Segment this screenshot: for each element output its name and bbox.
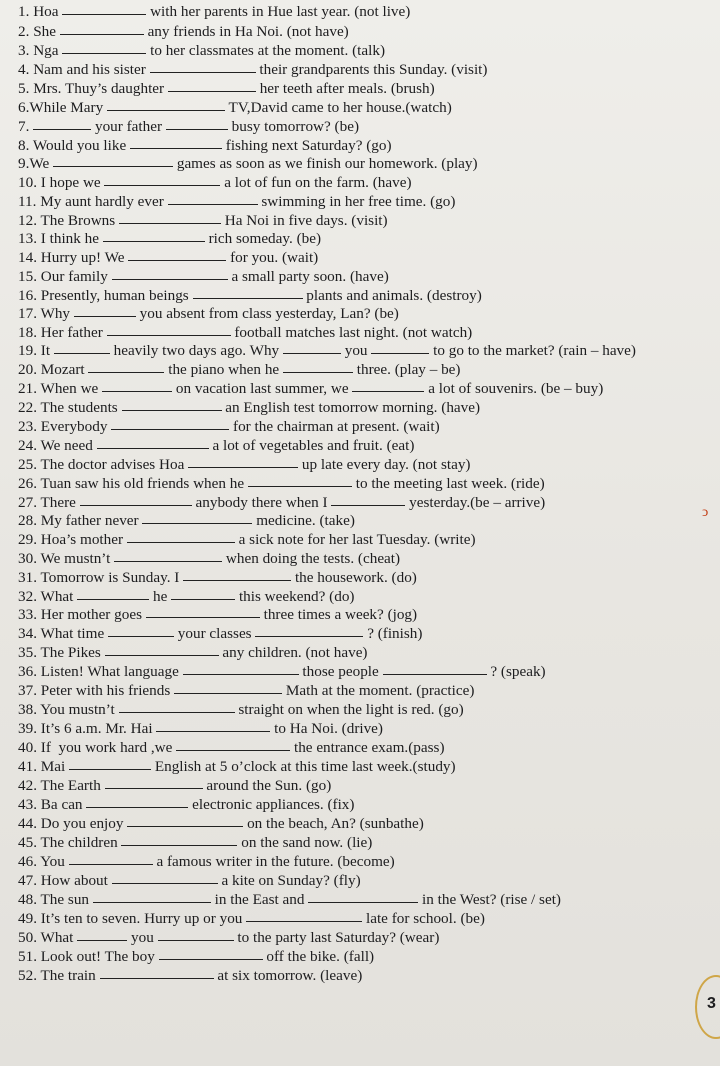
exercise-item [18,513,359,530]
exercise-text: around the Sun. (go) [202,777,336,794]
exercise-item [18,175,415,192]
exercise-item [18,911,489,928]
exercise-prompt: 19. It [18,342,54,359]
answer-blank[interactable] [166,128,228,130]
exercise-prompt: 4. Nam and his sister [18,61,150,78]
answer-blank[interactable] [127,541,235,543]
exercise-prompt: 14. Hurry up! We [18,249,129,266]
answer-blank[interactable] [74,315,136,317]
exercise-prompt: 51. Look out! The boy [18,948,159,965]
answer-blank[interactable] [171,598,235,600]
answer-blank[interactable] [107,334,231,336]
answer-blank[interactable] [119,222,221,224]
answer-blank[interactable] [105,654,219,656]
exercise-prompt: 13. I think he [18,230,103,247]
answer-blank[interactable] [111,428,229,430]
exercise-item [18,138,395,155]
exercise-prompt: 46. You [18,853,69,870]
answer-blank[interactable] [80,504,192,506]
answer-blank[interactable] [54,352,110,354]
exercise-item [18,288,486,305]
exercise-text: a lot of vegetables and fruit. (eat) [208,437,419,454]
exercise-prompt: 35. The Pikes [18,644,105,661]
answer-blank[interactable] [77,939,127,941]
exercise-text: a lot of fun on the farm. (have) [220,174,416,191]
exercise-prompt: 17. Why [18,305,74,322]
exercise-prompt: 9.We [18,155,54,172]
exercise-item [18,269,393,286]
exercise-prompt: 18. Her father [18,324,107,341]
margin-mark: ↄ [702,505,709,520]
exercise-text: Ha Noi in five days. (visit) [220,212,392,229]
exercise-prompt: 6.While Mary [18,99,107,116]
exercise-prompt: 41. Mai [18,758,70,775]
exercise-text: to Ha Noi. (drive) [270,720,387,737]
exercise-item [18,4,414,21]
exercise-text: TV,David came to her house.(watch) [225,99,456,116]
exercise-prompt: 47. How about [18,872,112,889]
answer-blank[interactable] [119,711,235,713]
exercise-text: her teeth after meals. (brush) [255,80,439,97]
exercise-text: to the meeting last week. (ride) [351,475,549,492]
exercise-prompt: 48. The sun [18,891,93,908]
exercise-prompt: 11. My aunt hardly ever [18,193,168,210]
exercise-prompt: 34. What time [18,625,108,642]
exercise-text: you absent from class yesterday, Lan? (be) [135,305,403,322]
answer-blank[interactable] [371,352,429,354]
exercise-text: for the chairman at present. (wait) [229,418,444,435]
exercise-item [18,194,459,211]
exercise-item [18,740,448,757]
exercise-prompt: 8. Would you like [18,137,130,154]
exercise-text: medicine. (take) [252,512,359,529]
answer-blank[interactable] [255,635,363,637]
exercise-prompt: 28. My father never [18,512,143,529]
exercise-text: a lot of souvenirs. (be – buy) [424,380,608,397]
exercise-text: at six tomorrow. (leave) [213,967,367,984]
exercise-text: Math at the moment. (practice) [282,682,479,699]
exercise-prompt: 16. Presently, human beings [18,287,193,304]
exercise-item [18,664,549,681]
exercise-item [18,816,428,833]
exercise-item [18,457,474,474]
exercise-item [18,892,565,909]
exercise-item [18,721,387,738]
exercise-text: you [340,342,372,359]
exercise-prompt: 1. Hoa [18,3,63,20]
answer-blank[interactable] [176,749,290,751]
exercise-item [18,476,548,493]
exercise-prompt: 37. Peter with his friends [18,682,175,699]
exercise-text: an English test tomorrow morning. (have) [221,399,484,416]
exercise-item [18,759,459,776]
answer-blank[interactable] [86,806,188,808]
exercise-item [18,778,335,795]
answer-blank[interactable] [33,128,91,130]
answer-blank[interactable] [121,844,237,846]
exercise-item [18,873,364,890]
exercise-text: busy tomorrow? (be) [227,118,363,135]
answer-blank[interactable] [100,977,214,979]
exercise-prompt: 38. You mustn’t [18,701,119,718]
exercise-text: with her parents in Hue last year. (not live) [146,3,415,20]
answer-blank[interactable] [127,825,243,827]
exercise-text: he [149,588,172,605]
exercise-prompt: 22. The students [18,399,122,416]
exercise-text: swimming in her free time. (go) [257,193,460,210]
exercise-text: yesterday.(be – arrive) [405,494,549,511]
exercise-prompt: 20. Mozart [18,361,89,378]
exercise-text: a kite on Sunday? (fly) [217,872,365,889]
answer-blank[interactable] [168,90,256,92]
exercise-item [18,250,322,267]
exercise-text: electronic appliances. (fix) [188,796,359,813]
exercise-item [18,43,389,60]
exercise-prompt: 7. [18,118,34,135]
exercise-text: a sick note for her last Tuesday. (write) [234,531,480,548]
exercise-item [18,645,371,662]
exercise-prompt: 23. Everybody [18,418,112,435]
answer-blank[interactable] [69,863,153,865]
answer-blank[interactable] [183,579,291,581]
answer-blank[interactable] [308,901,418,903]
exercise-text: their grandparents this Sunday. (visit) [255,61,492,78]
answer-blank[interactable] [62,13,146,15]
answer-blank[interactable] [103,240,205,242]
answer-blank[interactable] [104,184,220,186]
exercise-text: English at 5 o’clock at this time last week.(study) [151,758,460,775]
exercise-text: late for school. (be) [362,910,489,927]
exercise-text: games as soon as we finish our homework. (play) [173,155,482,172]
exercise-prompt: 12. The Browns [18,212,119,229]
exercise-text: ? (finish) [363,625,427,642]
exercise-prompt: 26. Tuan saw his old friends when he [18,475,248,492]
answer-blank[interactable] [107,109,225,111]
exercise-prompt: 32. What [18,588,78,605]
answer-blank[interactable] [188,466,298,468]
exercise-text: three. (play – be) [352,361,465,378]
exercise-text: when doing the tests. (cheat) [222,550,404,567]
exercise-prompt: 29. Hoa’s mother [18,531,127,548]
exercise-item [18,702,467,719]
exercise-text: the housework. (do) [291,569,421,586]
exercise-item [18,607,421,624]
exercise-text: this weekend? (do) [235,588,359,605]
exercise-text: your classes [173,625,256,642]
exercise-text: three times a week? (jog) [259,606,421,623]
exercise-text: ? (speak) [486,663,550,680]
exercise-item [18,589,358,606]
answer-blank[interactable] [193,297,303,299]
exercise-item [18,81,439,98]
answer-blank[interactable] [158,939,234,941]
answer-blank[interactable] [159,958,263,960]
answer-blank[interactable] [112,882,218,884]
answer-blank[interactable] [331,504,405,506]
exercise-item [18,119,363,136]
exercise-item [18,495,549,512]
exercise-prompt: 45. The children [18,834,122,851]
exercise-prompt: 50. What [18,929,78,946]
exercise-text: on vacation last summer, we [172,380,353,397]
answer-blank[interactable] [283,352,341,354]
exercise-text: on the sand now. (lie) [237,834,377,851]
exercise-prompt: 3. Nga [18,42,63,59]
answer-blank[interactable] [62,52,146,54]
exercise-prompt: 43. Ba can [18,796,87,813]
answer-blank[interactable] [122,409,222,411]
answer-blank[interactable] [60,33,144,35]
exercise-item [18,306,403,323]
answer-blank[interactable] [246,920,362,922]
answer-blank[interactable] [283,371,353,373]
exercise-text: to the party last Saturday? (wear) [233,929,444,946]
page-number: 3 [707,995,716,1012]
exercise-prompt: 25. The doctor advises Hoa [18,456,189,473]
answer-blank[interactable] [102,390,172,392]
exercise-text: in the West? (rise / set) [418,891,565,908]
exercise-text: the piano when he [164,361,283,378]
answer-blank[interactable] [105,787,203,789]
exercise-prompt: 24. We need [18,437,97,454]
exercise-text: off the bike. (fall) [262,948,378,965]
answer-blank[interactable] [108,635,174,637]
exercise-text: any friends in Ha Noi. (not have) [143,23,353,40]
exercise-prompt: 2. She [18,23,60,40]
exercise-prompt: 42. The Earth [18,777,105,794]
exercise-text: anybody there when I [191,494,332,511]
exercise-text: heavily two days ago. Why [109,342,283,359]
answer-blank[interactable] [69,768,151,770]
answer-blank[interactable] [88,371,164,373]
exercise-prompt: 30. We mustn’t [18,550,115,567]
exercise-item [18,438,418,455]
exercise-item [18,362,464,379]
exercise-item [18,551,404,568]
exercise-item [18,24,353,41]
answer-blank[interactable] [112,278,228,280]
exercise-item [18,570,421,587]
exercise-text: those people [298,663,383,680]
exercise-prompt: 5. Mrs. Thuy’s daughter [18,80,168,97]
exercise-prompt: 36. Listen! What language [18,663,183,680]
exercise-item [18,156,481,173]
exercise-item [18,854,399,871]
exercise-item [18,683,478,700]
exercise-item [18,343,640,360]
answer-blank[interactable] [156,730,270,732]
exercise-item [18,100,456,117]
answer-blank[interactable] [53,165,173,167]
answer-blank[interactable] [77,598,149,600]
exercise-prompt: 21. When we [18,380,103,397]
exercise-text: for you. (wait) [226,249,323,266]
exercise-prompt: 27. There [18,494,80,511]
exercise-text: plants and animals. (destroy) [302,287,486,304]
exercise-item [18,949,378,966]
exercise-text: fishing next Saturday? (go) [221,137,396,154]
exercise-text: you [127,929,158,946]
exercise-text: on the beach, An? (sunbathe) [243,815,428,832]
exercise-text: to go to the market? (rain – have) [429,342,640,359]
exercise-prompt: 40. If you work hard ,we [18,739,177,756]
answer-blank[interactable] [97,447,209,449]
answer-blank[interactable] [168,203,258,205]
exercise-prompt: 39. It’s 6 a.m. Mr. Hai [18,720,157,737]
answer-blank[interactable] [383,673,487,675]
exercise-item [18,532,479,549]
answer-blank[interactable] [150,71,256,73]
exercise-prompt: 10. I hope we [18,174,105,191]
exercise-text: the entrance exam.(pass) [290,739,449,756]
exercise-item [18,419,443,436]
exercise-item [18,930,443,947]
answer-blank[interactable] [93,901,211,903]
answer-blank[interactable] [352,390,424,392]
answer-blank[interactable] [174,692,282,694]
exercise-item [18,381,607,398]
answer-blank[interactable] [146,616,260,618]
exercise-text: football matches last night. (not watch) [230,324,477,341]
exercise-text: a famous writer in the future. (become) [152,853,399,870]
exercise-text: up late every day. (not stay) [298,456,475,473]
exercise-text: to her classmates at the moment. (talk) [146,42,389,59]
exercise-item [18,62,491,79]
answer-blank[interactable] [183,673,299,675]
exercise-text: a small party soon. (have) [227,268,393,285]
exercise-text: your father [91,118,166,135]
exercise-item [18,797,358,814]
exercise-item [18,400,484,417]
exercise-text: any children. (not have) [218,644,372,661]
exercise-item [18,968,366,985]
answer-blank[interactable] [248,485,352,487]
exercise-prompt: 33. Her mother goes [18,606,146,623]
exercise-text: straight on when the light is red. (go) [234,701,468,718]
answer-blank[interactable] [114,560,222,562]
exercise-prompt: 52. The train [18,967,100,984]
exercise-prompt: 49. It’s ten to seven. Hurry up or you [18,910,247,927]
exercise-prompt: 15. Our family [18,268,112,285]
exercise-prompt: 44. Do you enjoy [18,815,128,832]
answer-blank[interactable] [130,147,222,149]
exercise-item [18,231,325,248]
exercise-item [18,835,376,852]
answer-blank[interactable] [128,259,226,261]
exercise-item [18,213,391,230]
exercise-text: in the East and [210,891,309,908]
exercise-prompt: 31. Tomorrow is Sunday. I [18,569,184,586]
exercise-item [18,626,426,643]
answer-blank[interactable] [142,522,252,524]
exercise-text: rich someday. (be) [204,230,325,247]
exercise-item [18,325,476,342]
